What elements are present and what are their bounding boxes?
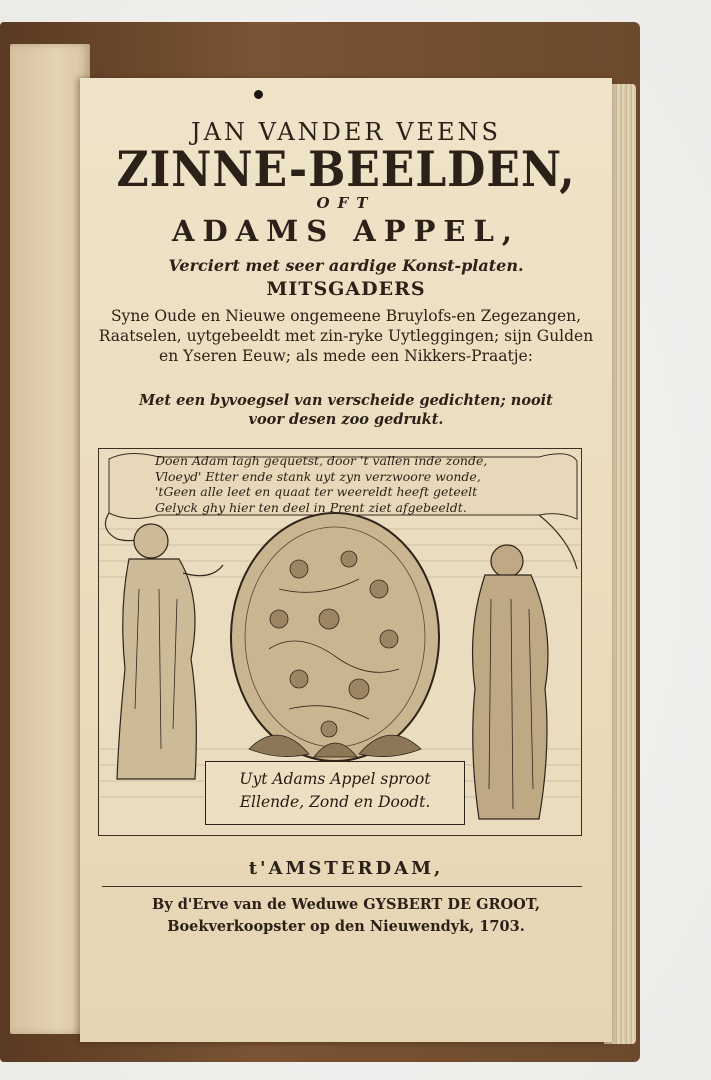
right-figure: [473, 545, 548, 819]
motto-line: Uyt Adams Appel sproot: [239, 770, 431, 788]
imprint-address: Boekverkoopster op den Nieuwendyk, 1703.: [167, 918, 525, 935]
author-line: JAN VANDER VEENS: [191, 118, 501, 146]
contents-paragraph: Syne Oude en Nieuwe ongemeene Bruylofs-en Zegezangen, Raatselen, uytgebeeldt met zin-ryke Uytleggingen; sijn Gulden en Yseren Eeuw; als mede een Nikkers-Praatje:: [98, 307, 594, 365]
engraving-plate: [98, 448, 582, 836]
verse-line: Doen Adam lagh gequetst, door 't vallen inde zonde,: [155, 453, 488, 468]
imprint-rule: [102, 886, 582, 887]
left-figure: [117, 524, 223, 779]
section-heading: MITSGADERS: [266, 278, 426, 300]
illustration-note: Verciert met seer aardige Konst-platen.: [168, 256, 524, 275]
imprint-city: t'AMSTERDAM,: [248, 858, 444, 879]
addendum-paragraph: Met een byvoegsel van verscheide gedichten; nooit voor desen zoo gedrukt.: [139, 392, 553, 428]
imprint-publisher: By d'Erve van de Weduwe GYSBERT DE GROOT,: [151, 896, 541, 913]
engraving-verse: [155, 453, 535, 515]
title-connector: OFT: [316, 194, 376, 212]
title-page: [80, 78, 612, 1042]
motto-line: Ellende, Zond en Doodt.: [239, 793, 431, 811]
main-title: ZINNE-BEELDEN,: [116, 140, 576, 198]
book-endleaf: [10, 44, 90, 1034]
verse-line: Gelyck ghy hier ten deel in Prent ziet afgebeeldt.: [155, 499, 467, 515]
verse-line: 'tGeen alle leet en quaat ter weereldt heeft geteelt: [155, 484, 478, 499]
ink-spot: [254, 90, 263, 99]
motto-box: [205, 761, 465, 825]
subtitle: ADAMS APPEL,: [172, 214, 520, 248]
verse-line: Vloeyd' Etter ende stank uyt zyn verzwoore wonde,: [155, 468, 481, 484]
